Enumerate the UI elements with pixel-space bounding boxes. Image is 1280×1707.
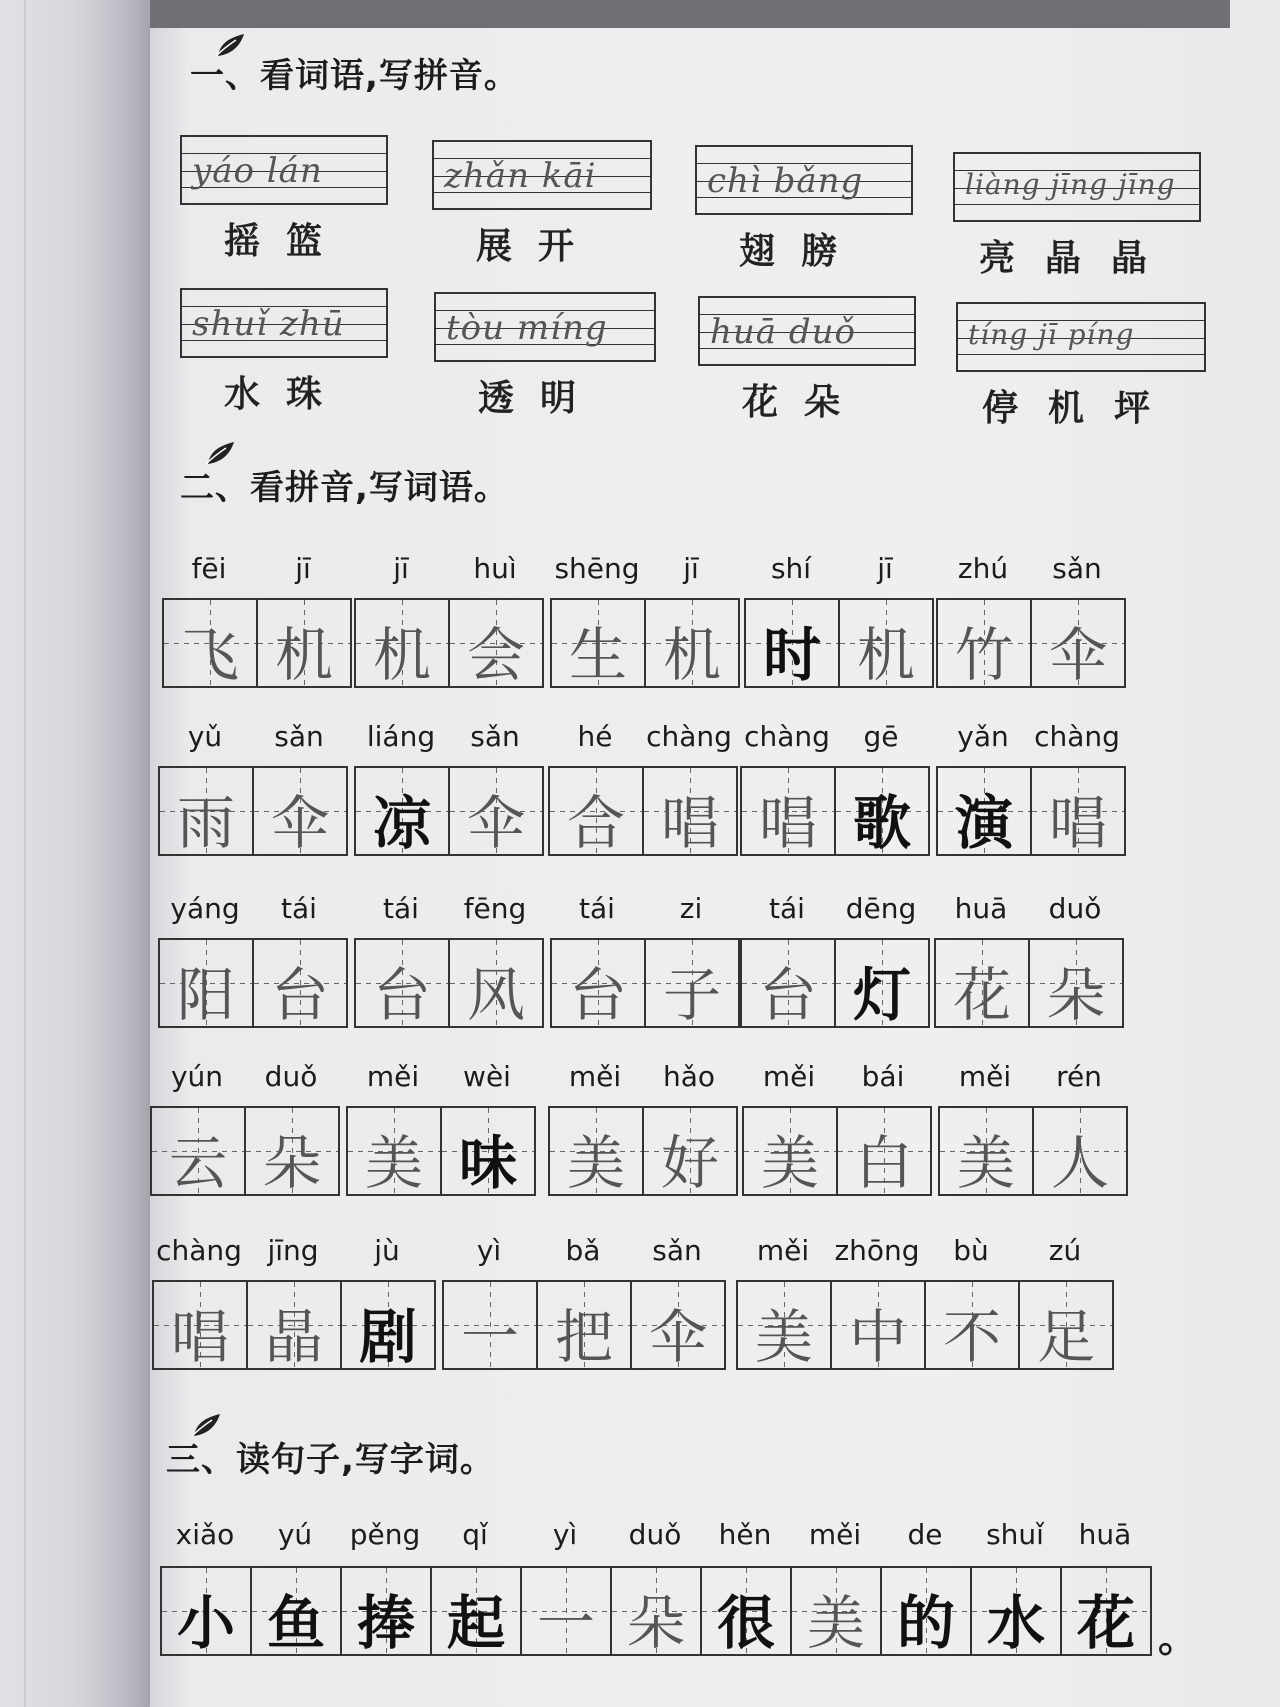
tianzi-cell[interactable]	[354, 766, 450, 856]
handwritten-character: 水	[986, 1589, 1045, 1657]
handwritten-character: 的	[896, 1589, 955, 1657]
pinyin-syllable: jī	[683, 552, 699, 585]
pinyin-syllable: tái	[281, 892, 317, 925]
handwritten-character: 风	[466, 961, 525, 1029]
pinyin-syllable: yì	[552, 1518, 578, 1551]
pinyin-prompt	[550, 892, 738, 925]
handwritten-character: 合	[566, 789, 625, 857]
handwritten-pinyin: huā duǒ	[710, 312, 857, 352]
pinyin-syllable: sǎn	[274, 720, 324, 753]
tianzi-cell[interactable]	[736, 1280, 832, 1370]
tianzi-cell[interactable]	[830, 1280, 926, 1370]
tianzi-cell[interactable]	[790, 1566, 882, 1656]
tianzi-cell[interactable]	[244, 1106, 340, 1196]
tianzi-grid-group	[934, 938, 1124, 1028]
pinyin-syllable: zú	[1048, 1234, 1082, 1267]
tianzi-cell[interactable]	[744, 598, 840, 688]
pinyin-syllable: yì	[476, 1234, 502, 1267]
tianzi-cell[interactable]	[938, 1106, 1034, 1196]
pinyin-prompt	[736, 1234, 1112, 1267]
handwritten-character: 机	[372, 621, 431, 689]
tianzi-cell[interactable]	[1030, 766, 1126, 856]
pinyin-syllable: měi	[568, 1060, 622, 1093]
tianzi-cell[interactable]	[160, 1566, 252, 1656]
pinyin-prompt	[158, 892, 346, 925]
handwritten-pinyin: zhǎn kāi	[444, 156, 597, 196]
pinyin-syllable: jī	[393, 552, 409, 585]
tianzi-cell[interactable]	[742, 1106, 838, 1196]
handwritten-character: 机	[856, 621, 915, 689]
pinyin-syllable: duǒ	[628, 1518, 682, 1551]
pinyin-answer-box[interactable]	[180, 135, 388, 205]
pinyin-syllable: huā	[954, 892, 1008, 925]
handwritten-character: 鱼	[266, 1589, 325, 1657]
tianzi-cell[interactable]	[548, 1106, 644, 1196]
pinyin-answer-box[interactable]	[180, 288, 388, 358]
pinyin-answer-box[interactable]	[695, 145, 913, 215]
pinyin-syllable: yú	[277, 1518, 313, 1551]
pinyin-syllable: zhú	[957, 552, 1009, 585]
pinyin-syllable: huā	[1078, 1518, 1132, 1551]
spine-line	[24, 0, 26, 1707]
tianzi-grid-group	[740, 938, 930, 1028]
handwritten-character: 捧	[356, 1589, 415, 1657]
tianzi-grid-group	[548, 766, 738, 856]
top-header-strip	[150, 0, 1230, 28]
tianzi-grid-group	[550, 598, 740, 688]
tianzi-cell[interactable]	[1028, 938, 1124, 1028]
pinyin-syllable: chàng	[646, 720, 732, 753]
tianzi-cell[interactable]	[162, 598, 258, 688]
handwritten-character: 一	[460, 1303, 519, 1371]
handwritten-character: 唱	[1048, 789, 1107, 857]
handwritten-character: 人	[1050, 1129, 1109, 1197]
printed-word: 花朵	[742, 381, 867, 423]
handwritten-character: 生	[568, 621, 627, 689]
tianzi-grid-group	[548, 1106, 738, 1196]
tianzi-cell[interactable]	[936, 766, 1032, 856]
tianzi-cell[interactable]	[256, 598, 352, 688]
tianzi-grid-group	[158, 938, 348, 1028]
sentence-grid	[160, 1566, 1152, 1656]
handwritten-pinyin: liàng jīng jīng	[965, 168, 1176, 201]
pinyin-prompt	[442, 1234, 724, 1267]
handwritten-character: 台	[568, 961, 627, 1029]
pinyin-prompt	[740, 720, 928, 753]
sentence-end-mark: 。	[1158, 1615, 1198, 1661]
printed-word: 水珠	[224, 373, 349, 415]
tianzi-cell[interactable]	[354, 938, 450, 1028]
tianzi-cell[interactable]	[740, 766, 836, 856]
tianzi-cell[interactable]	[152, 1280, 248, 1370]
pinyin-prompt	[150, 1060, 338, 1093]
pinyin-syllable: zi	[679, 892, 703, 925]
handwritten-character: 唱	[758, 789, 817, 857]
tianzi-cell[interactable]	[1018, 1280, 1114, 1370]
handwritten-character: 把	[554, 1303, 613, 1371]
tianzi-cell[interactable]	[250, 1566, 342, 1656]
pinyin-answer-box[interactable]	[434, 292, 656, 362]
handwritten-character: 朵	[262, 1129, 321, 1197]
pinyin-syllable: pěng	[349, 1518, 421, 1551]
handwritten-character: 凉	[372, 789, 431, 857]
pinyin-syllable: sǎn	[470, 720, 520, 753]
pinyin-syllable: sǎn	[1052, 552, 1102, 585]
pinyin-syllable: hǎo	[662, 1060, 716, 1093]
pinyin-syllable: tái	[769, 892, 805, 925]
tianzi-grid-group	[162, 598, 352, 688]
handwritten-character: 美	[806, 1589, 865, 1657]
pinyin-syllable: tái	[579, 892, 615, 925]
tianzi-cell[interactable]	[834, 766, 930, 856]
tianzi-cell[interactable]	[158, 938, 254, 1028]
pinyin-syllable: jù	[374, 1234, 400, 1267]
handwritten-character: 晶	[264, 1303, 323, 1371]
handwritten-character: 味	[458, 1129, 517, 1197]
pinyin-syllable: chàng	[1034, 720, 1120, 753]
pinyin-syllable: gē	[863, 720, 899, 753]
tianzi-cell[interactable]	[346, 1106, 442, 1196]
handwritten-character: 子	[662, 961, 721, 1029]
pinyin-prompt	[936, 552, 1124, 585]
workbook-page	[150, 0, 1280, 1707]
handwritten-character: 好	[660, 1129, 719, 1197]
pinyin-prompt	[152, 1234, 434, 1267]
handwritten-character: 美	[566, 1129, 625, 1197]
printed-word: 透明	[478, 377, 603, 419]
printed-word: 摇篮	[224, 220, 349, 262]
handwritten-pinyin: shuǐ zhū	[192, 304, 345, 344]
handwritten-character: 飞	[180, 621, 239, 689]
handwritten-character: 一	[536, 1589, 595, 1657]
handwritten-character: 中	[848, 1303, 907, 1371]
tianzi-grid-group	[354, 766, 544, 856]
pinyin-syllable: qǐ	[462, 1518, 488, 1551]
pinyin-syllable: měi	[958, 1060, 1012, 1093]
tianzi-grid-group	[442, 1280, 726, 1370]
pinyin-syllable: fēi	[191, 552, 227, 585]
pinyin-syllable: rén	[1056, 1060, 1102, 1093]
handwritten-character: 雨	[176, 789, 235, 857]
handwritten-character: 美	[364, 1129, 423, 1197]
pinyin-syllable: shuǐ	[986, 1518, 1044, 1551]
pinyin-prompt	[740, 892, 928, 925]
pinyin-prompt	[548, 720, 736, 753]
handwritten-character: 伞	[1048, 621, 1107, 689]
tianzi-grid-group	[152, 1280, 436, 1370]
printed-word: 亮晶晶	[979, 237, 1178, 279]
handwritten-character: 小	[176, 1589, 235, 1657]
pinyin-syllable: yáng	[170, 892, 240, 925]
handwritten-character: 剧	[358, 1303, 417, 1371]
pinyin-syllable: huì	[473, 552, 517, 585]
pinyin-syllable: hé	[577, 720, 613, 753]
pinyin-syllable: tái	[383, 892, 419, 925]
handwritten-character: 白	[854, 1129, 913, 1197]
tianzi-grid-group	[346, 1106, 536, 1196]
printed-word: 停机坪	[982, 387, 1181, 429]
pinyin-prompt	[742, 1060, 930, 1093]
handwritten-character: 足	[1036, 1303, 1095, 1371]
handwritten-character: 机	[274, 621, 333, 689]
tianzi-cell[interactable]	[150, 1106, 246, 1196]
sentence-pinyin	[160, 1518, 1150, 1551]
section1-title: 一、看词语,写拼音。	[190, 56, 519, 96]
tianzi-cell[interactable]	[834, 938, 930, 1028]
pinyin-syllable: fēng	[463, 892, 527, 925]
tianzi-cell[interactable]	[246, 1280, 342, 1370]
handwritten-character: 竹	[954, 621, 1013, 689]
pinyin-syllable: bái	[861, 1060, 905, 1093]
handwritten-character: 灯	[852, 961, 911, 1029]
tianzi-cell[interactable]	[644, 598, 740, 688]
tianzi-grid-group	[158, 766, 348, 856]
tianzi-cell[interactable]	[936, 598, 1032, 688]
tianzi-cell[interactable]	[158, 766, 254, 856]
handwritten-character: 美	[754, 1303, 813, 1371]
pinyin-answer-box[interactable]	[698, 296, 916, 366]
handwritten-pinyin: tòu míng	[446, 308, 608, 348]
tianzi-grid-group	[938, 1106, 1128, 1196]
tianzi-cell[interactable]	[1060, 1566, 1152, 1656]
tianzi-cell[interactable]	[430, 1566, 522, 1656]
section3-title: 三、读句子,写字词。	[166, 1440, 495, 1480]
tianzi-cell[interactable]	[442, 1280, 538, 1370]
printed-word: 翅膀	[739, 230, 864, 272]
pinyin-syllable: měi	[762, 1060, 816, 1093]
tianzi-cell[interactable]	[644, 938, 740, 1028]
tianzi-cell[interactable]	[520, 1566, 612, 1656]
pinyin-syllable: yǔ	[187, 720, 223, 753]
tianzi-cell[interactable]	[340, 1566, 432, 1656]
pinyin-syllable: chàng	[156, 1234, 242, 1267]
handwritten-character: 机	[662, 621, 721, 689]
tianzi-cell[interactable]	[448, 938, 544, 1028]
pinyin-syllable: xiǎo	[175, 1518, 235, 1551]
tianzi-cell[interactable]	[740, 938, 836, 1028]
pinyin-prompt	[354, 720, 542, 753]
handwritten-character: 美	[956, 1129, 1015, 1197]
pinyin-syllable: sǎn	[652, 1234, 702, 1267]
pinyin-prompt	[354, 892, 542, 925]
tianzi-cell[interactable]	[924, 1280, 1020, 1370]
pinyin-answer-box[interactable]	[953, 152, 1201, 222]
pinyin-syllable: shí	[770, 552, 812, 585]
pinyin-syllable: jīng	[267, 1234, 319, 1267]
handwritten-pinyin: chì bǎng	[707, 161, 864, 201]
pinyin-syllable: yún	[170, 1060, 224, 1093]
tianzi-grid-group	[936, 766, 1126, 856]
handwritten-character: 唱	[170, 1303, 229, 1371]
handwritten-character: 花	[952, 961, 1011, 1029]
handwritten-character: 美	[760, 1129, 819, 1197]
pinyin-syllable: chàng	[744, 720, 830, 753]
pinyin-syllable: hěn	[718, 1518, 772, 1551]
pinyin-prompt	[934, 892, 1122, 925]
tianzi-cell[interactable]	[252, 766, 348, 856]
pinyin-syllable: měi	[808, 1518, 862, 1551]
pinyin-prompt	[346, 1060, 534, 1093]
pinyin-prompt	[158, 720, 346, 753]
pinyin-prompt	[550, 552, 738, 585]
tianzi-cell[interactable]	[642, 1106, 738, 1196]
pinyin-syllable: yǎn	[957, 720, 1009, 753]
pinyin-prompt	[548, 1060, 736, 1093]
tianzi-cell[interactable]	[550, 938, 646, 1028]
tianzi-cell[interactable]	[548, 766, 644, 856]
pinyin-syllable: duǒ	[264, 1060, 318, 1093]
handwritten-character: 伞	[466, 789, 525, 857]
pinyin-syllable: bǎ	[565, 1234, 601, 1267]
printed-word: 展开	[476, 225, 601, 267]
tianzi-cell[interactable]	[880, 1566, 972, 1656]
tianzi-grid-group	[736, 1280, 1114, 1370]
pinyin-answer-box[interactable]	[432, 140, 652, 210]
tianzi-cell[interactable]	[536, 1280, 632, 1370]
tianzi-cell[interactable]	[1032, 1106, 1128, 1196]
tianzi-cell[interactable]	[838, 598, 934, 688]
handwritten-character: 伞	[648, 1303, 707, 1371]
tianzi-cell[interactable]	[970, 1566, 1062, 1656]
handwritten-character: 云	[168, 1129, 227, 1197]
pinyin-syllable: jī	[295, 552, 311, 585]
handwritten-pinyin: tíng jī píng	[968, 318, 1135, 351]
handwritten-character: 台	[758, 961, 817, 1029]
pinyin-syllable: měi	[756, 1234, 810, 1267]
handwritten-character: 唱	[660, 789, 719, 857]
pinyin-syllable: měi	[366, 1060, 420, 1093]
handwritten-character: 很	[716, 1589, 775, 1657]
pinyin-syllable: bù	[953, 1234, 989, 1267]
pinyin-prompt	[162, 552, 350, 585]
tianzi-cell[interactable]	[440, 1106, 536, 1196]
pinyin-syllable: de	[907, 1518, 943, 1551]
pinyin-syllable: liáng	[366, 720, 436, 753]
handwritten-character: 伞	[270, 789, 329, 857]
tianzi-cell[interactable]	[340, 1280, 436, 1370]
pinyin-prompt	[744, 552, 932, 585]
tianzi-cell[interactable]	[252, 938, 348, 1028]
pinyin-syllable: shēng	[554, 552, 640, 585]
handwritten-character: 歌	[852, 789, 911, 857]
tianzi-cell[interactable]	[934, 938, 1030, 1028]
tianzi-grid-group	[354, 598, 544, 688]
pinyin-syllable: wèi	[463, 1060, 511, 1093]
tianzi-cell[interactable]	[448, 766, 544, 856]
handwritten-character: 不	[942, 1303, 1001, 1371]
tianzi-cell[interactable]	[354, 598, 450, 688]
tianzi-cell[interactable]	[836, 1106, 932, 1196]
pinyin-prompt	[938, 1060, 1126, 1093]
tianzi-cell[interactable]	[1030, 598, 1126, 688]
tianzi-grid-group	[150, 1106, 340, 1196]
handwritten-character: 朵	[626, 1589, 685, 1657]
tianzi-grid-group	[354, 938, 544, 1028]
tianzi-cell[interactable]	[610, 1566, 702, 1656]
pinyin-syllable: dēng	[845, 892, 917, 925]
pinyin-prompt	[354, 552, 542, 585]
tianzi-grid-group	[936, 598, 1126, 688]
handwritten-character: 台	[270, 961, 329, 1029]
handwritten-character: 台	[372, 961, 431, 1029]
handwritten-character: 时	[762, 621, 821, 689]
pinyin-syllable: zhōng	[834, 1234, 920, 1267]
handwritten-character: 演	[954, 789, 1013, 857]
tianzi-cell[interactable]	[550, 598, 646, 688]
handwritten-character: 花	[1076, 1589, 1135, 1657]
handwritten-character: 起	[446, 1589, 505, 1657]
tianzi-cell[interactable]	[448, 598, 544, 688]
pinyin-syllable: jī	[877, 552, 893, 585]
section2-title: 二、看拼音,写词语。	[180, 468, 509, 508]
tianzi-grid-group	[744, 598, 934, 688]
handwritten-character: 阳	[176, 961, 235, 1029]
tianzi-cell[interactable]	[642, 766, 738, 856]
tianzi-grid-group	[550, 938, 740, 1028]
tianzi-cell[interactable]	[700, 1566, 792, 1656]
pinyin-prompt	[936, 720, 1124, 753]
pinyin-answer-box[interactable]	[956, 302, 1206, 372]
book-spine	[0, 0, 150, 1707]
tianzi-grid-group	[740, 766, 930, 856]
tianzi-grid-group	[742, 1106, 932, 1196]
handwritten-character: 会	[466, 621, 525, 689]
pinyin-syllable: duǒ	[1048, 892, 1102, 925]
handwritten-pinyin: yáo lán	[192, 151, 323, 191]
handwritten-character: 朵	[1046, 961, 1105, 1029]
tianzi-cell[interactable]	[630, 1280, 726, 1370]
